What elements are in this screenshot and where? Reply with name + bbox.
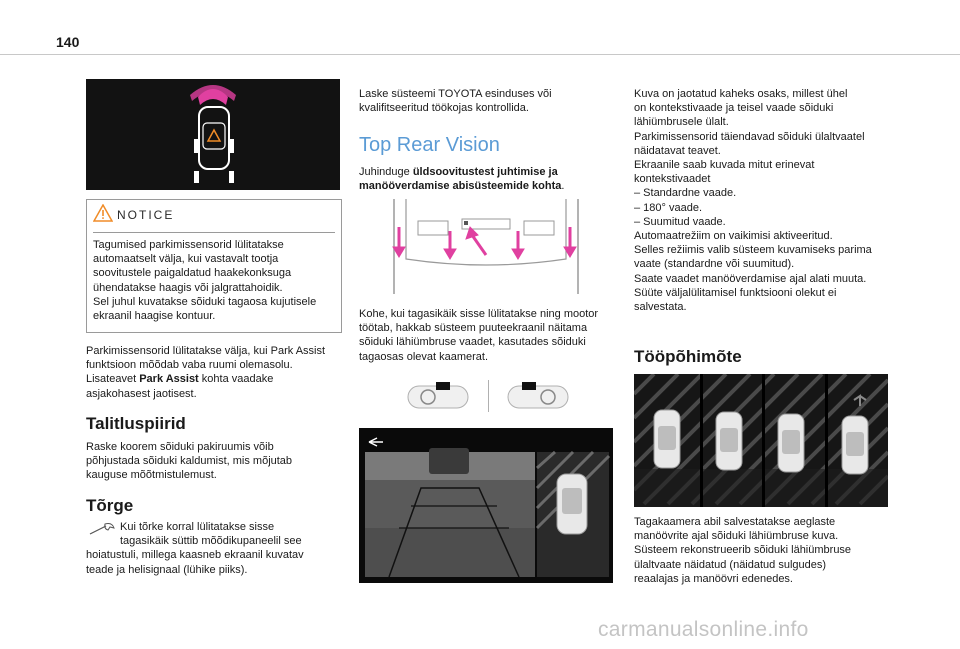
notice-box bbox=[86, 199, 342, 333]
park-assist-bold: Park Assist bbox=[139, 373, 199, 386]
mirror-icons-illustration bbox=[400, 378, 575, 414]
watermark: carmanualsonline.info bbox=[598, 618, 809, 641]
back-arrow-icon bbox=[369, 438, 383, 446]
torge-paragraph: Kui tõrke korral lülitatakse sisse tagasikäik süttib mõõdikupaneelil see hoiatustuli, millega kaasneb ekraanil kuvatav teade ja helisignaal (lühike piiks). bbox=[86, 521, 304, 576]
notice-title: NOTICE bbox=[117, 208, 175, 222]
header-rule bbox=[0, 54, 960, 55]
trv-reference: Juhinduge üldsoovitustest juhtimise ja manööverdamise abisüsteemide kohta. bbox=[359, 166, 565, 193]
park-assist-paragraph: Parkimissensorid lülitatakse välja, kui Park Assist funktsioon mõõdab vaba ruumi olemasolu. Lisateavet Park Assist kohta vaadake asjakohasest jaotisest. bbox=[86, 345, 326, 400]
top-view-sequence-illustration bbox=[634, 374, 888, 507]
page-number: 140 bbox=[56, 34, 80, 50]
talitluspiirid-paragraph: Raske koorem sõiduki pakiruumis võib põhjustada sõiduki kaldumist, mis mõjutab kauguse mõõtmistulemust. bbox=[86, 441, 293, 482]
parking-sensor-illustration bbox=[86, 79, 340, 190]
dealer-paragraph: Laske süsteemi TOYOTA esinduses või kvalifitseeritud töökojas kontrollida. bbox=[359, 88, 552, 115]
camera-paragraph: Kohe, kui tagasikäik sisse lülitatakse ning mootor töötab, hakkab süsteem puuteekraanil näitama sõiduki lähiümbruse vaadet, kasutades sõiduki tagaosas olevat kaamerat. bbox=[359, 308, 599, 363]
heading-top-rear-vision: Top Rear Vision bbox=[359, 134, 500, 156]
heading-talitluspiirid: Talitluspiirid bbox=[86, 414, 186, 433]
heading-torge: Tõrge bbox=[86, 496, 134, 515]
rear-camera-location-illustration bbox=[386, 199, 586, 299]
camera-display-screenshot bbox=[359, 428, 613, 583]
heading-toopohimote: Tööpõhimõte bbox=[634, 347, 742, 366]
display-description: Kuva on jaotatud kaheks osaks, millest ühel on kontekstivaade ja teisel vaade sõiduki lähiümbrusele ülalt. Parkimissensorid täiendavad sõiduki ülaltvaatel näidatavat teavet. Ekraanile saab kuvada mitut erinevat kontekstivaadet – Standardne vaade. – 180° vaade. – Suumitud vaade. Automaatrežiim on vaikimisi aktiveeritud. Selles režiimis valib süsteem kuvamiseks parima vaate (standardne või suumitud). Saate vaadet manööverdamise ajal alati muuta. Süüte väljalülitamisel funktsiooni olekut ei salvestata. bbox=[634, 88, 872, 314]
toopohimote-paragraph: Tagakaamera abil salvestatakse aeglaste manöövrite ajal sõiduki lähiümbruse kuva. Süsteem rekonstrueerib sõiduki lähiümbruse ülaltvaate näidatud (näidatud sulgudes) reaalajas ja manöövri edenedes. bbox=[634, 516, 852, 585]
notice-body: Tagumised parkimissensorid lülitatakse automaatselt välja, kui vastavalt tootja soovitustele paigaldatud haakekonksuga ühendatakse haagis või jalgrattahoidik. Sel juhul kuvatakse sõiduki tagaosa kujutisele ekraanil haagise kontuur. bbox=[93, 239, 317, 323]
notice-divider bbox=[93, 232, 335, 233]
warning-triangle-icon bbox=[93, 204, 113, 222]
